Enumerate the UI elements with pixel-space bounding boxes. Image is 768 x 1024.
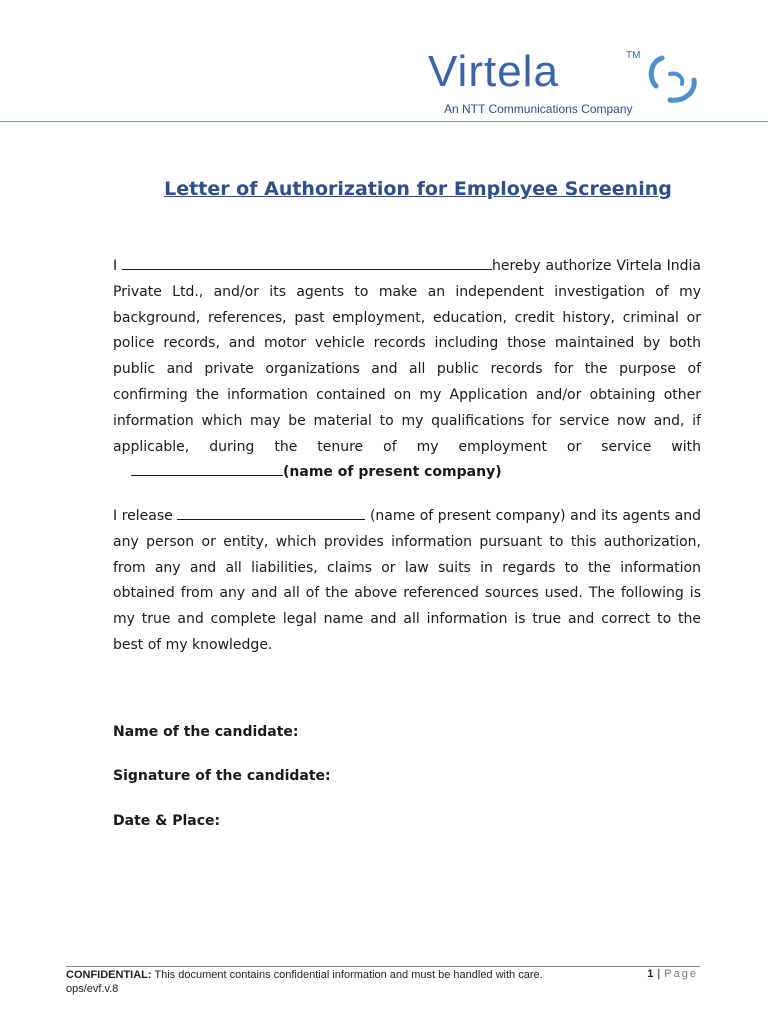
confidential-label: CONFIDENTIAL: <box>66 969 152 981</box>
page-number-value: 1 <box>647 968 654 980</box>
para2-start: I release <box>113 508 173 524</box>
document-title: Letter of Authorization for Employee Screening <box>164 178 672 200</box>
footer-confidential <box>66 968 543 996</box>
document-code: ops/evf.v.8 <box>66 983 119 995</box>
para1-start: I <box>113 258 118 274</box>
confidential-text: This document contains confidential information and must be handled with care. <box>154 969 543 981</box>
swirl-icon <box>640 52 700 108</box>
logo-tagline: An NTT Communications Company <box>444 102 633 116</box>
release-company-blank-line <box>177 505 365 520</box>
release-paragraph <box>113 504 701 659</box>
date-place-label: Date & Place: <box>113 813 221 829</box>
footer-divider <box>66 966 700 967</box>
page-number <box>647 968 698 980</box>
candidate-name-label: Name of the candidate: <box>113 724 299 740</box>
para1-body: hereby authorize Virtela India Private Ltd., and/or its agents to make an independent investigation of my background, references, past employment, education, credit history, criminal or police records, and motor vehicle records including those maintained by both public and private organizations and all public records for the purpose of confirming the information contained on my Application and/or obtaining other information which may be material to my qualifications for service now and, if applicable, during the tenure of my employment or service with <box>113 258 701 455</box>
page-word: Page <box>664 968 698 980</box>
authorization-paragraph <box>113 254 701 486</box>
company-blank-line <box>131 461 283 476</box>
logo-wordmark: Virtela <box>428 47 559 96</box>
header-divider <box>0 121 768 122</box>
candidate-signature-label: Signature of the candidate: <box>113 768 331 784</box>
name-blank-line <box>122 255 492 270</box>
logo-trademark: TM <box>626 50 641 61</box>
para1-bold-tail: (name of present company) <box>283 464 502 481</box>
page-separator: | <box>657 968 661 980</box>
virtela-logo <box>428 46 708 118</box>
para2-body: (name of present company) and its agents and any person or entity, which provides information pursuant to this authorization, from any and all liabilities, claims or law suits in regards to the information obtained from any and all of the above referenced sources used. The following is my true and complete legal name and all information is true and correct to the best of my knowledge. <box>113 508 701 653</box>
